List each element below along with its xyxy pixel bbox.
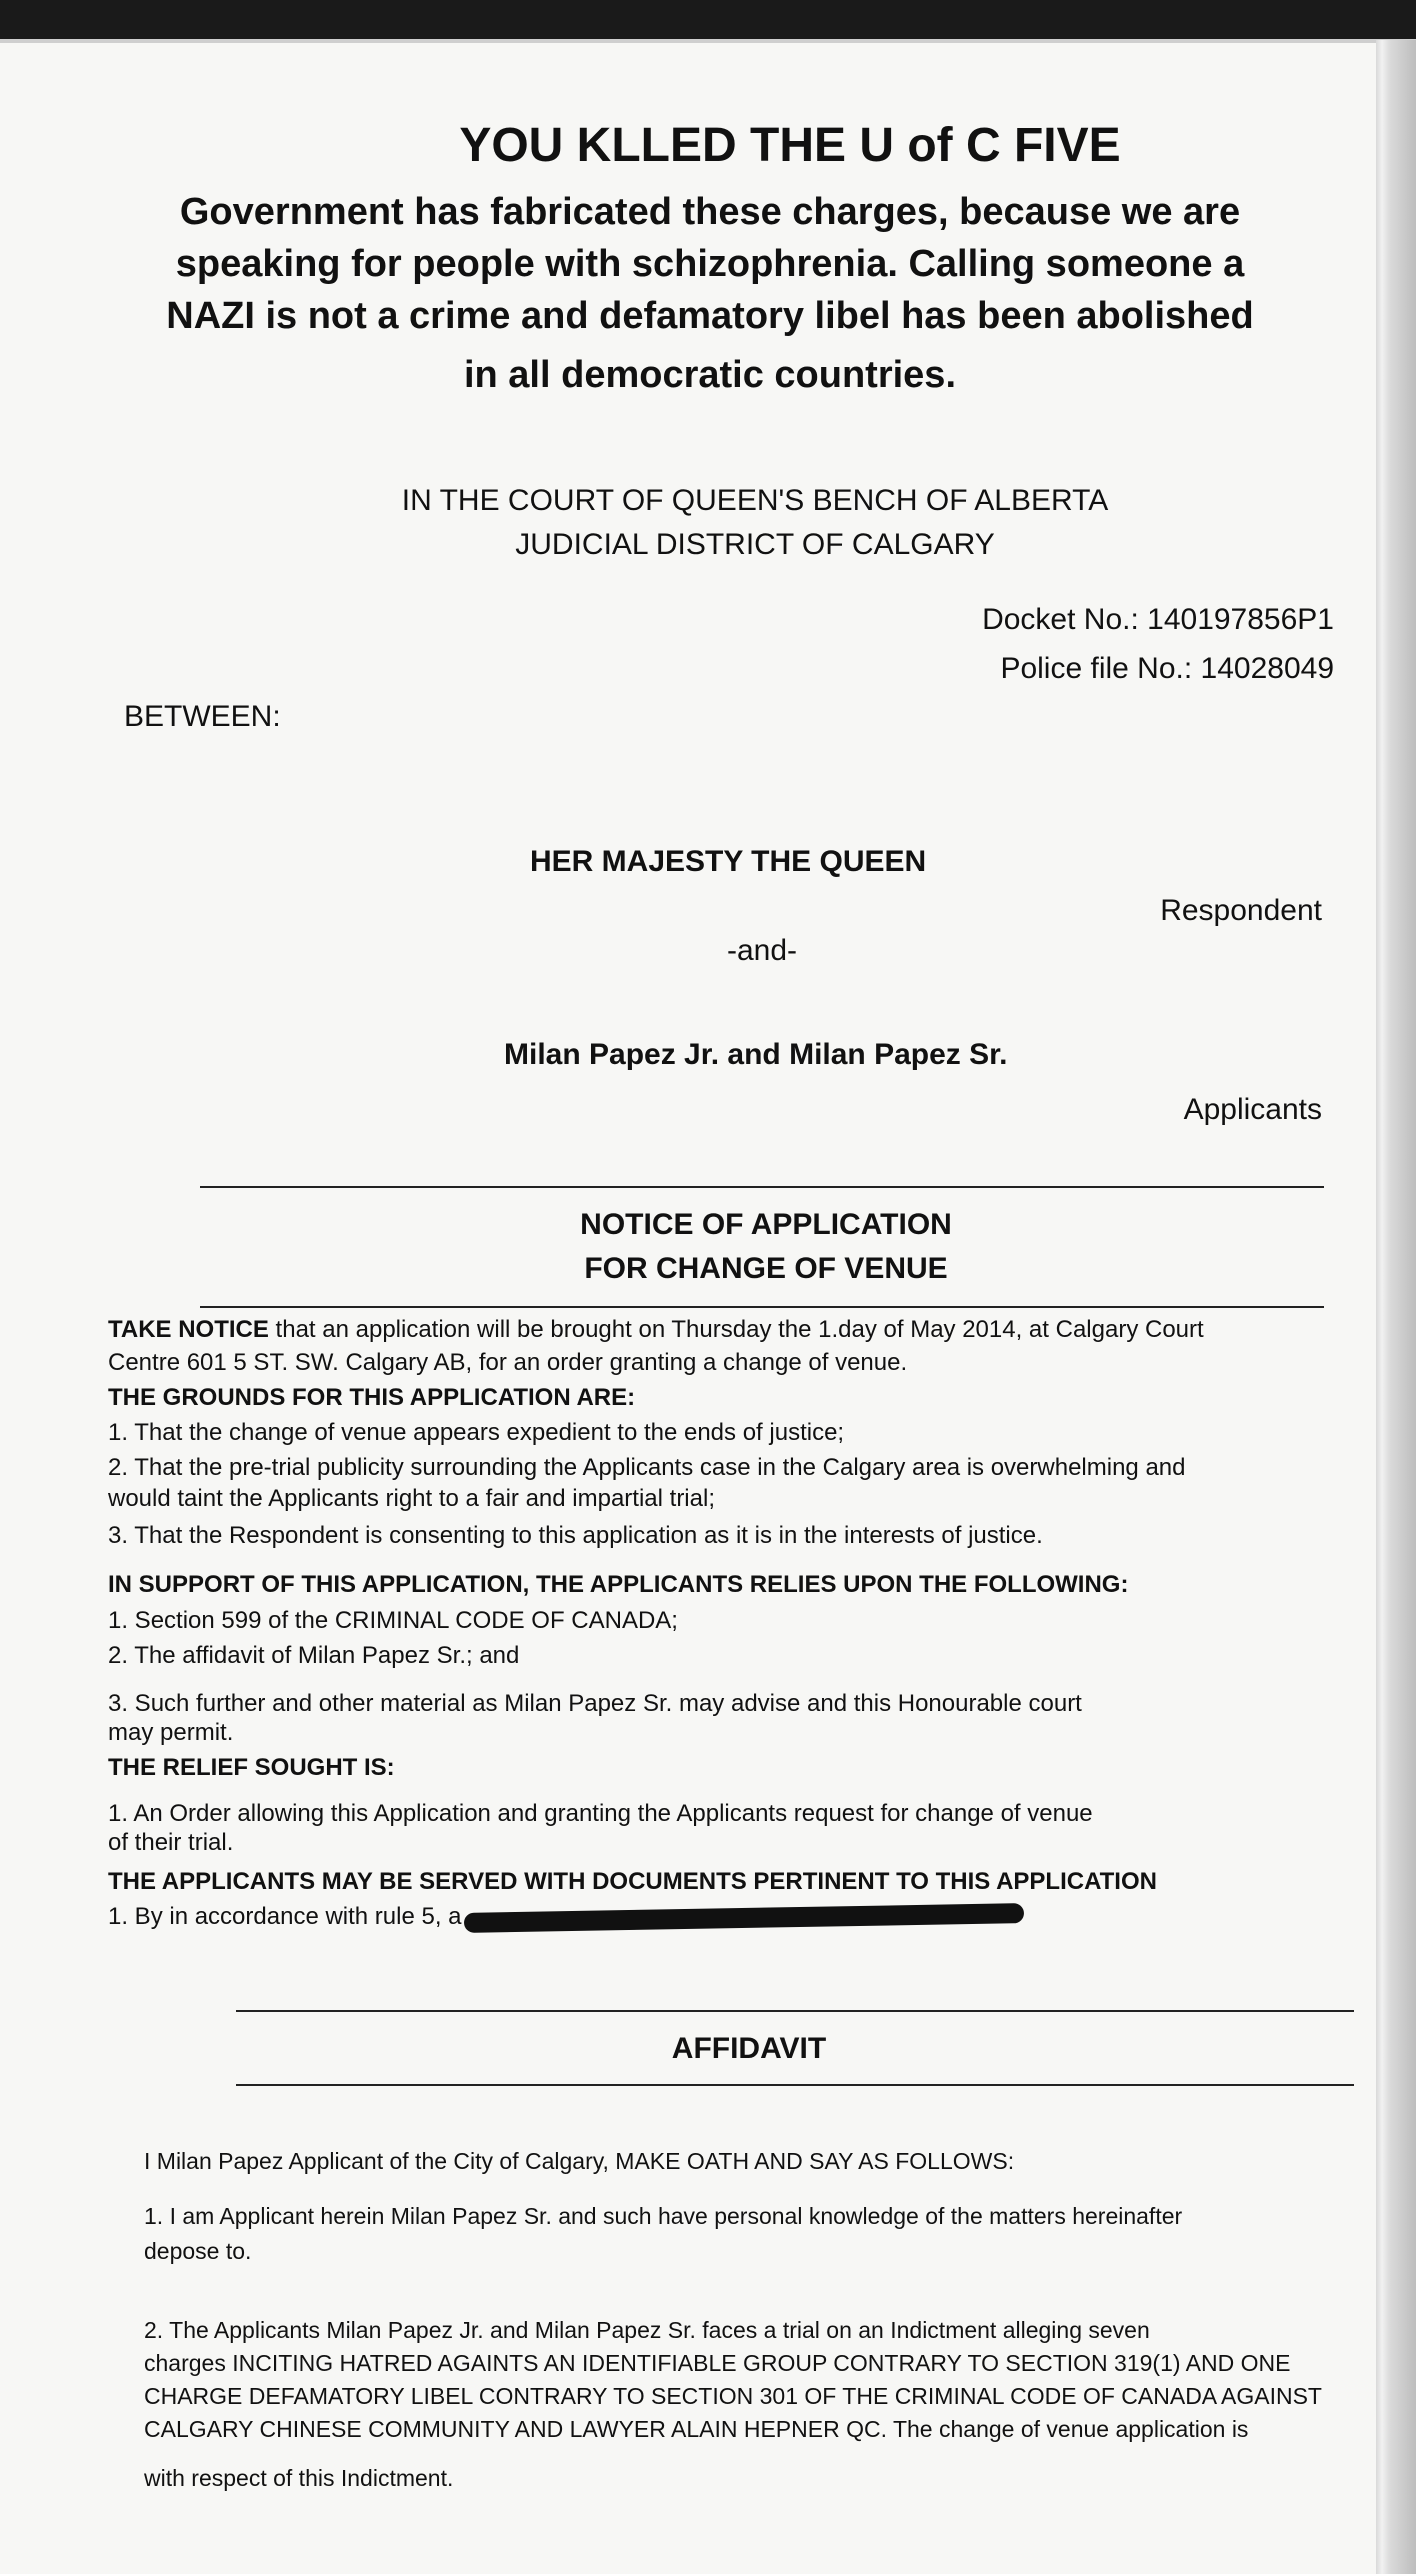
subheadline-line: in all democratic countries.	[463, 354, 957, 396]
support-item: 3. Such further and other material as Milan Papez Sr. may advise and this Honourable court	[108, 1690, 1082, 1717]
served-item-text: 1. By in accordance with rule 5, a	[108, 1903, 462, 1930]
police-file-number: Police file No.: 14028049	[1000, 652, 1334, 685]
applicants-label: Applicants	[1183, 1093, 1322, 1126]
affidavit-paragraph-continued: CHARGE DEFAMATORY LIBEL CONTRARY TO SECTION 301 OF THE CRIMINAL CODE OF CANADA AGAINST	[144, 2383, 1322, 2409]
take-notice-label: TAKE NOTICE	[108, 1316, 269, 1343]
grounds-heading: THE GROUNDS FOR THIS APPLICATION ARE:	[108, 1384, 636, 1411]
support-item: 1. Section 599 of the CRIMINAL CODE OF CANADA;	[108, 1607, 678, 1634]
ground-item: 2. That the pre-trial publicity surrounding the Applicants case in the Calgary area is overwhelming and	[108, 1454, 1186, 1481]
scan-right-edge	[1376, 40, 1416, 2574]
and-separator: -and-	[727, 934, 798, 967]
notice-subheading: FOR CHANGE OF VENUE	[584, 1252, 948, 1285]
affidavit-paragraph: 2. The Applicants Milan Papez Jr. and Milan Papez Sr. faces a trial on an Indictment alleging seven	[144, 2317, 1150, 2343]
subheadline-line: speaking for people with schizophrenia. Calling someone a	[175, 243, 1245, 285]
ground-item: 1. That the change of venue appears expedient to the ends of justice;	[108, 1419, 845, 1446]
notice-rule-bottom	[200, 1306, 1324, 1308]
notice-rule-top	[200, 1186, 1324, 1188]
served-heading: THE APPLICANTS MAY BE SERVED WITH DOCUMENTS PERTINENT TO THIS APPLICATION	[108, 1868, 1157, 1895]
court-name: IN THE COURT OF QUEEN'S BENCH OF ALBERTA	[401, 484, 1109, 517]
relief-heading: THE RELIEF SOUGHT IS:	[108, 1754, 395, 1781]
subheadline-line: Government has fabricated these charges, because we are	[179, 191, 1241, 233]
take-notice-line	[108, 1316, 1204, 1344]
subheadline-line: NAZI is not a crime and defamatory libel has been abolished	[166, 295, 1254, 337]
affidavit-paragraph-continued: depose to.	[144, 2238, 252, 2264]
affidavit-oath: I Milan Papez Applicant of the City of Calgary, MAKE OATH AND SAY AS FOLLOWS:	[144, 2148, 1015, 2174]
affidavit-paragraph-continued: with respect of this Indictment.	[144, 2465, 454, 2491]
served-item	[108, 1903, 1024, 1931]
headline: YOU KLLED THE U of C FIVE	[459, 119, 1121, 172]
support-item: 2. The affidavit of Milan Papez Sr.; and	[108, 1642, 520, 1669]
relief-item-continued: of their trial.	[108, 1829, 234, 1856]
respondent-label: Respondent	[1160, 894, 1322, 927]
docket-number: Docket No.: 140197856P1	[982, 603, 1334, 636]
support-heading: IN SUPPORT OF THIS APPLICATION, THE APPLICANTS RELIES UPON THE FOLLOWING:	[108, 1571, 1129, 1598]
affidavit-rule-bottom	[236, 2084, 1354, 2086]
affidavit-paragraph-continued: charges INCITING HATRED AGAINTS AN IDENTIFIABLE GROUP CONTRARY TO SECTION 319(1) AND ONE	[144, 2350, 1291, 2376]
take-notice-line2: Centre 601 5 ST. SW. Calgary AB, for an order granting a change of venue.	[108, 1349, 908, 1376]
applicants-name: Milan Papez Jr. and Milan Papez Sr.	[504, 1038, 1008, 1071]
ground-item: 3. That the Respondent is consenting to this application as it is in the interests of justice.	[108, 1522, 1043, 1549]
notice-heading: NOTICE OF APPLICATION	[580, 1208, 952, 1241]
take-notice-text: that an application will be brought on Thursday the 1.day of May 2014, at Calgary Court	[268, 1316, 1204, 1343]
between-label: BETWEEN:	[124, 700, 281, 733]
scan-top-border	[0, 0, 1416, 40]
relief-item: 1. An Order allowing this Application and granting the Applicants request for change of venue	[108, 1800, 1093, 1827]
affidavit-heading: AFFIDAVIT	[671, 2032, 827, 2065]
affidavit-rule-top	[236, 2010, 1354, 2012]
judicial-district: JUDICIAL DISTRICT OF CALGARY	[515, 528, 995, 561]
affidavit-paragraph-continued: CALGARY CHINESE COMMUNITY AND LAWYER ALAIN HEPNER QC. The change of venue application is	[144, 2416, 1249, 2442]
ground-item-continued: would taint the Applicants right to a fair and impartial trial;	[108, 1485, 715, 1512]
respondent-name: HER MAJESTY THE QUEEN	[530, 845, 927, 878]
support-item-continued: may permit.	[108, 1719, 234, 1746]
affidavit-paragraph: 1. I am Applicant herein Milan Papez Sr. and such have personal knowledge of the matters hereinafter	[144, 2203, 1183, 2229]
redaction-mark	[463, 1903, 1023, 1933]
